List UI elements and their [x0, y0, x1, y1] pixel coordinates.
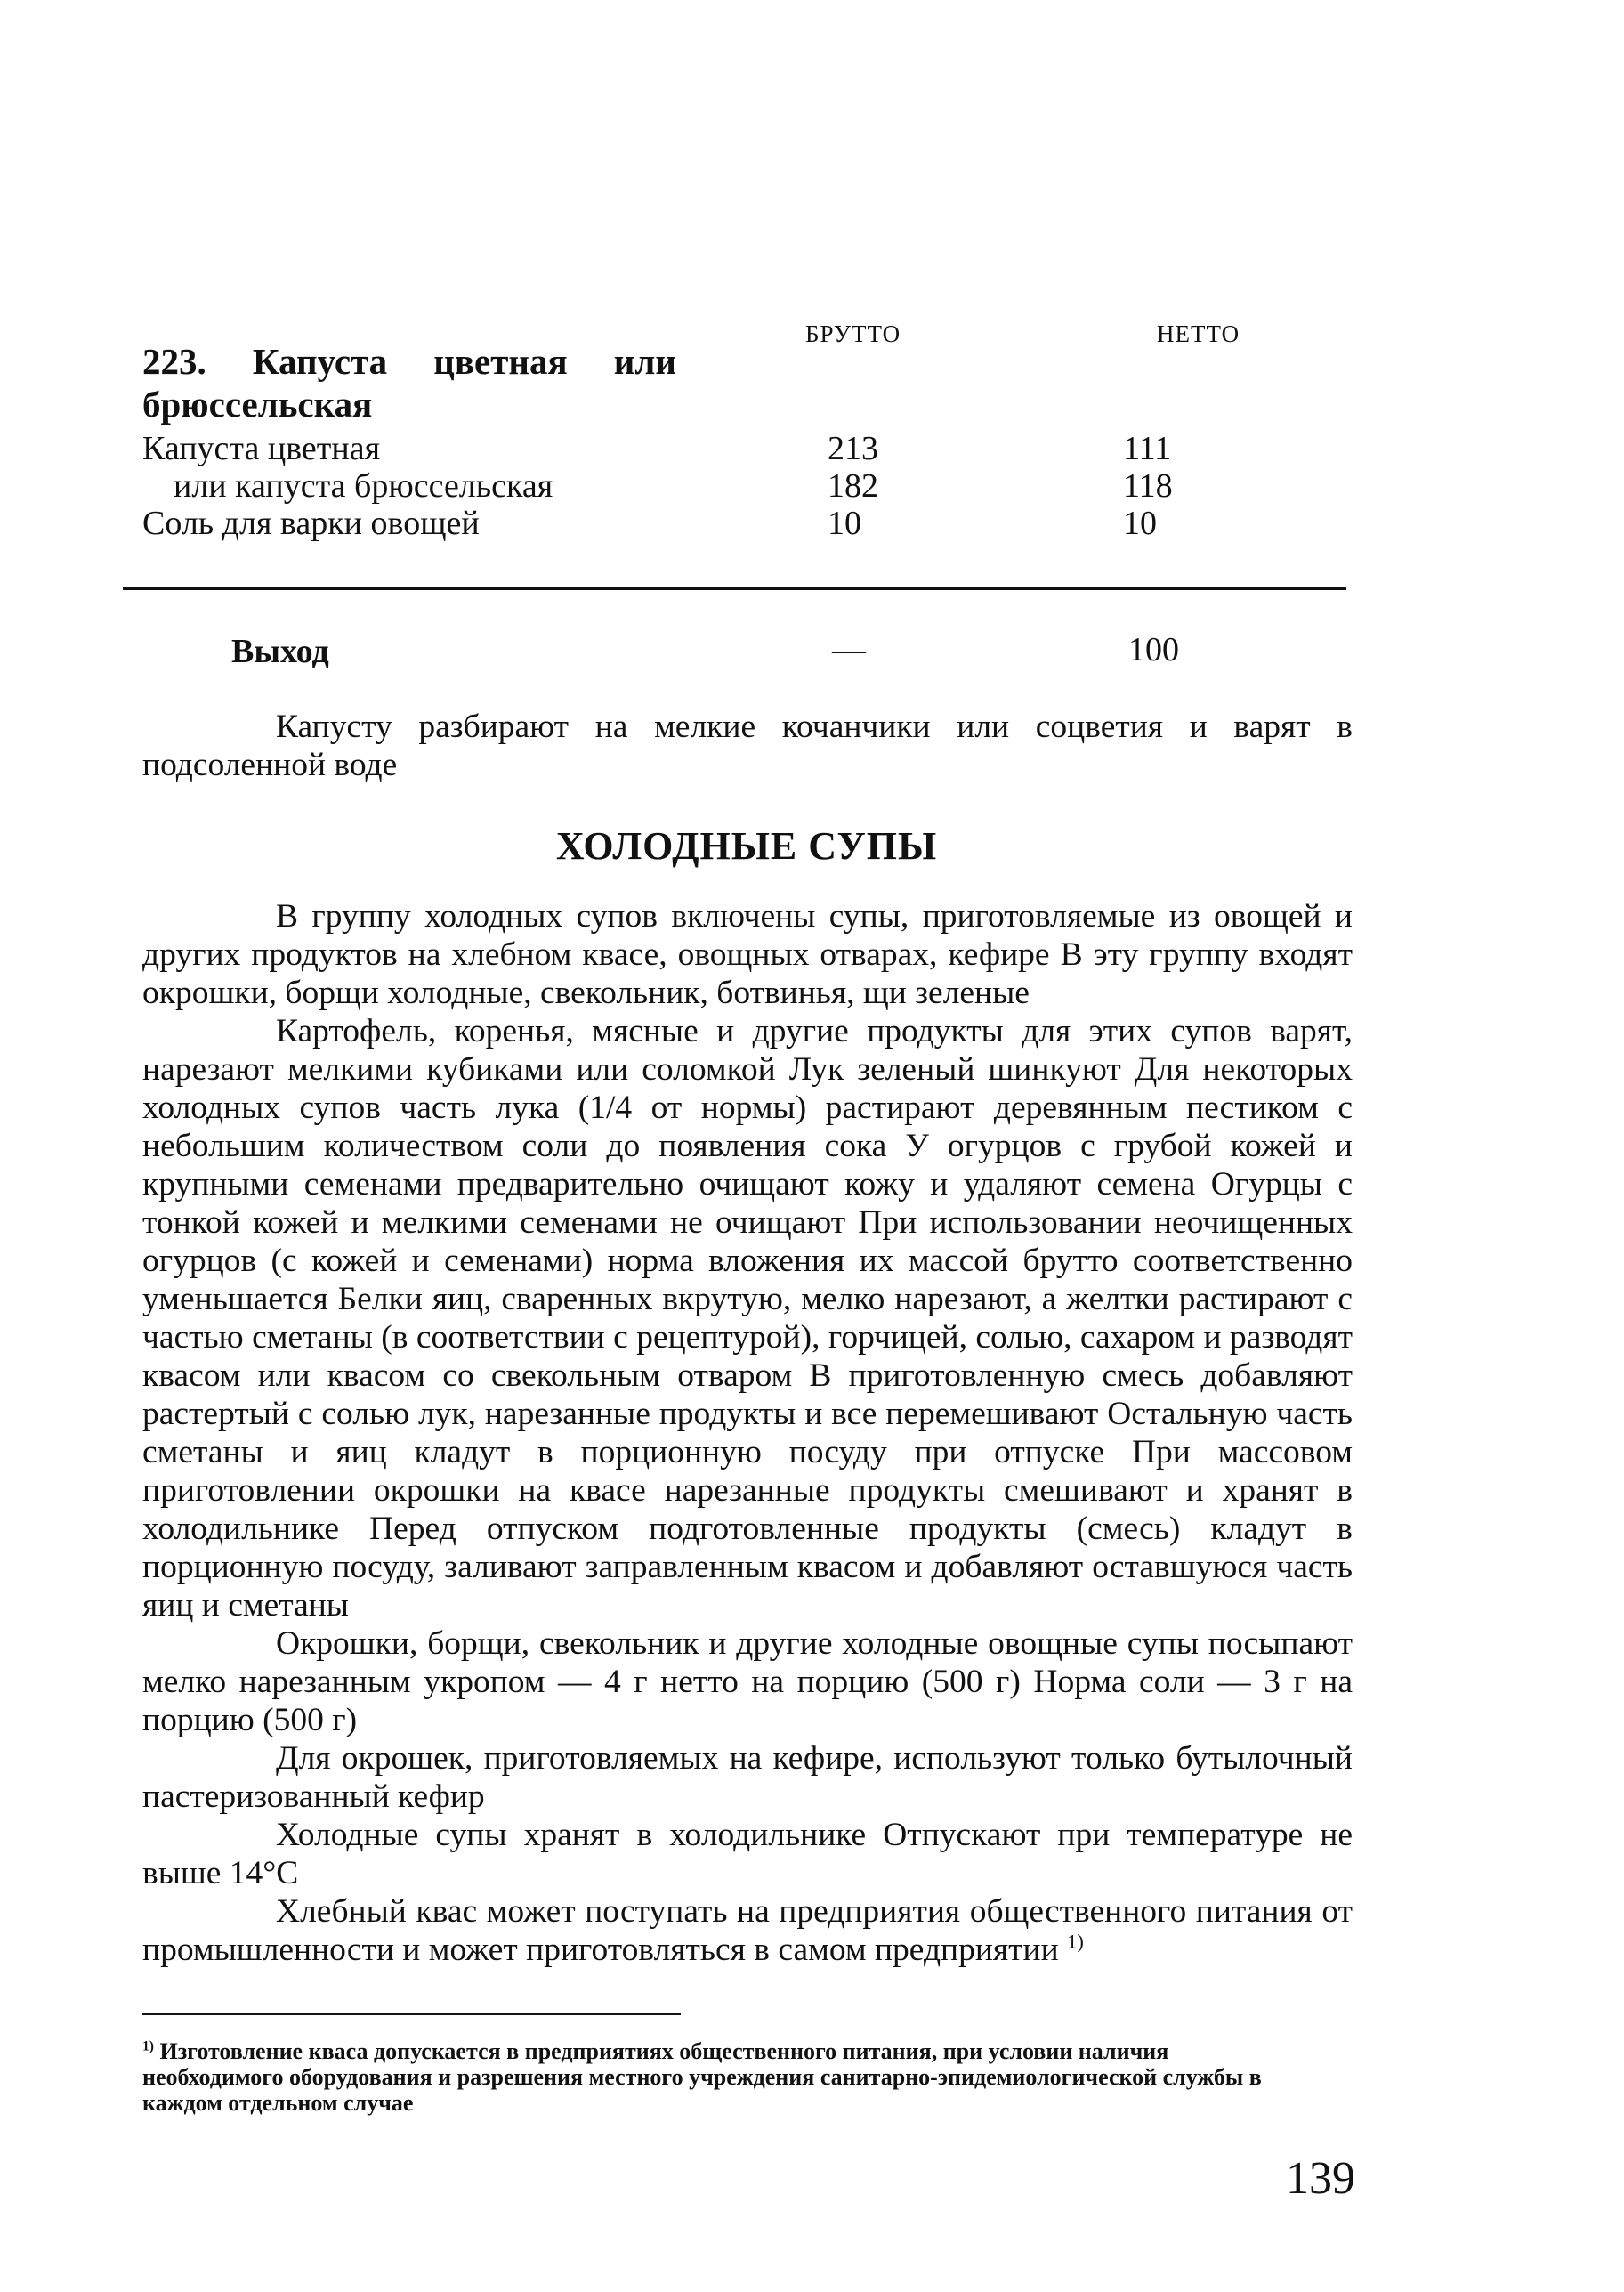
footnote-divider [142, 2013, 681, 2015]
recipe-title-line-1: 223. Капуста цветная или [142, 341, 676, 382]
paragraph: Картофель, коренья, мясные и другие продукты для этих супов варят, нарезают мелкими кубиками или соломкой Лук зеленый шинкуют Для некоторых холодных супов часть лука (1/4 от нормы) растирают деревянным пестиком с небольшим количеством соли до появления сока У огурцов с грубой кожей и крупными семенами предварительно очищают кожу и удаляют семена Огурцы с тонкой кожей и мелкими семенами не очищают При использовании неочищенных огурцов (с кожей и семенами) норма вложения их массой брутто соответственно уменьшается Белки яиц, сваренных вкрутую, мелко нарезают, а желтки растирают с частью сметаны (в соответствии с рецептурой), горчицей, солью, сахаром и разводят квасом или квасом со свекольным отваром В приготовленную смесь добавляют растертый с солью лук, нарезанные продукты и все перемешивают Остальную часть сметаны и яиц кладут в порционную посуду при отпуске При массовом приготовлении окрошки на квасе нарезанные продукты смешивают и хранят в холодильнике Перед отпуском подготовленные продукты (смесь) кладут в порционную посуду, заливают заправленным квасом и добавляют оставшуюся часть яиц и сметаны [142, 1013, 1353, 1624]
paragraph-text: Хлебный квас может поступать на предприятия общественного питания от промышленности и может приготовляться в самом предприятии [142, 1893, 1353, 1968]
paragraph: Окрошки, борщи, свекольник и другие холодные овощные супы посыпают мелко нарезанным укропом — 4 г нетто на порцию (500 г) Норма соли — 3 г на порцию (500 г) [142, 1625, 1353, 1738]
ingredient-netto: 111 [1123, 430, 1172, 467]
footnote-marker: 1) [142, 2038, 154, 2054]
column-header-brutto: БРУТТО [805, 320, 901, 347]
ingredient-netto: 118 [1123, 467, 1173, 505]
recipe-note-text: Капусту разбирают на мелкие кочанчики или соцветия и варят в подсоленной воде [142, 709, 1353, 783]
paragraph: Для окрошек, приготовляемых на кефире, используют только бутылочный пастеризованный кефир [142, 1740, 1353, 1815]
paragraph-with-footnote [142, 1892, 1353, 1969]
page-number: 139 [1286, 2153, 1355, 2204]
paragraph: Холодные супы хранят в холодильнике Отпускают при температуре не выше 14°C [142, 1817, 1353, 1891]
section-title: ХОЛОДНЫЕ СУПЫ [555, 824, 938, 868]
yield-brutto: — [832, 631, 866, 668]
yield-netto: 100 [1128, 631, 1179, 668]
table-divider [123, 587, 1346, 590]
footnote [142, 2038, 1290, 2116]
ingredient-brutto: 182 [828, 467, 878, 505]
ingredient-name: или капуста брюссельская [174, 467, 553, 505]
ingredient-name: Соль для варки овощей [142, 505, 480, 542]
ingredient-name: Капуста цветная [142, 430, 381, 467]
recipe-title [142, 340, 676, 425]
column-header-netto: НЕТТО [1157, 320, 1240, 347]
ingredient-brutto: 10 [828, 505, 861, 542]
ingredient-brutto: 213 [828, 430, 878, 467]
ingredient-netto: 10 [1123, 505, 1157, 542]
recipe-note [142, 708, 1353, 784]
paragraph: В группу холодных супов включены супы, приготовляемые из овощей и других продуктов на хлебном квасе, овощных отварах, кефире В эту группу входят окрошки, борщи холодные, свекольник, ботвинья, щи зеленые [142, 898, 1353, 1011]
footnote-text: Изготовление кваса допускается в предприятиях общественного питания, при условии наличия необходимого оборудования и разрешения местного учреждения санитарно-эпидемиологической службы в каждом отдельном случае [142, 2038, 1262, 2116]
yield-label: Выход [231, 633, 329, 670]
recipe-title-line-2: брюссельская [142, 384, 373, 425]
footnote-reference: 1) [1067, 1930, 1084, 1953]
section-body [142, 897, 1353, 1969]
